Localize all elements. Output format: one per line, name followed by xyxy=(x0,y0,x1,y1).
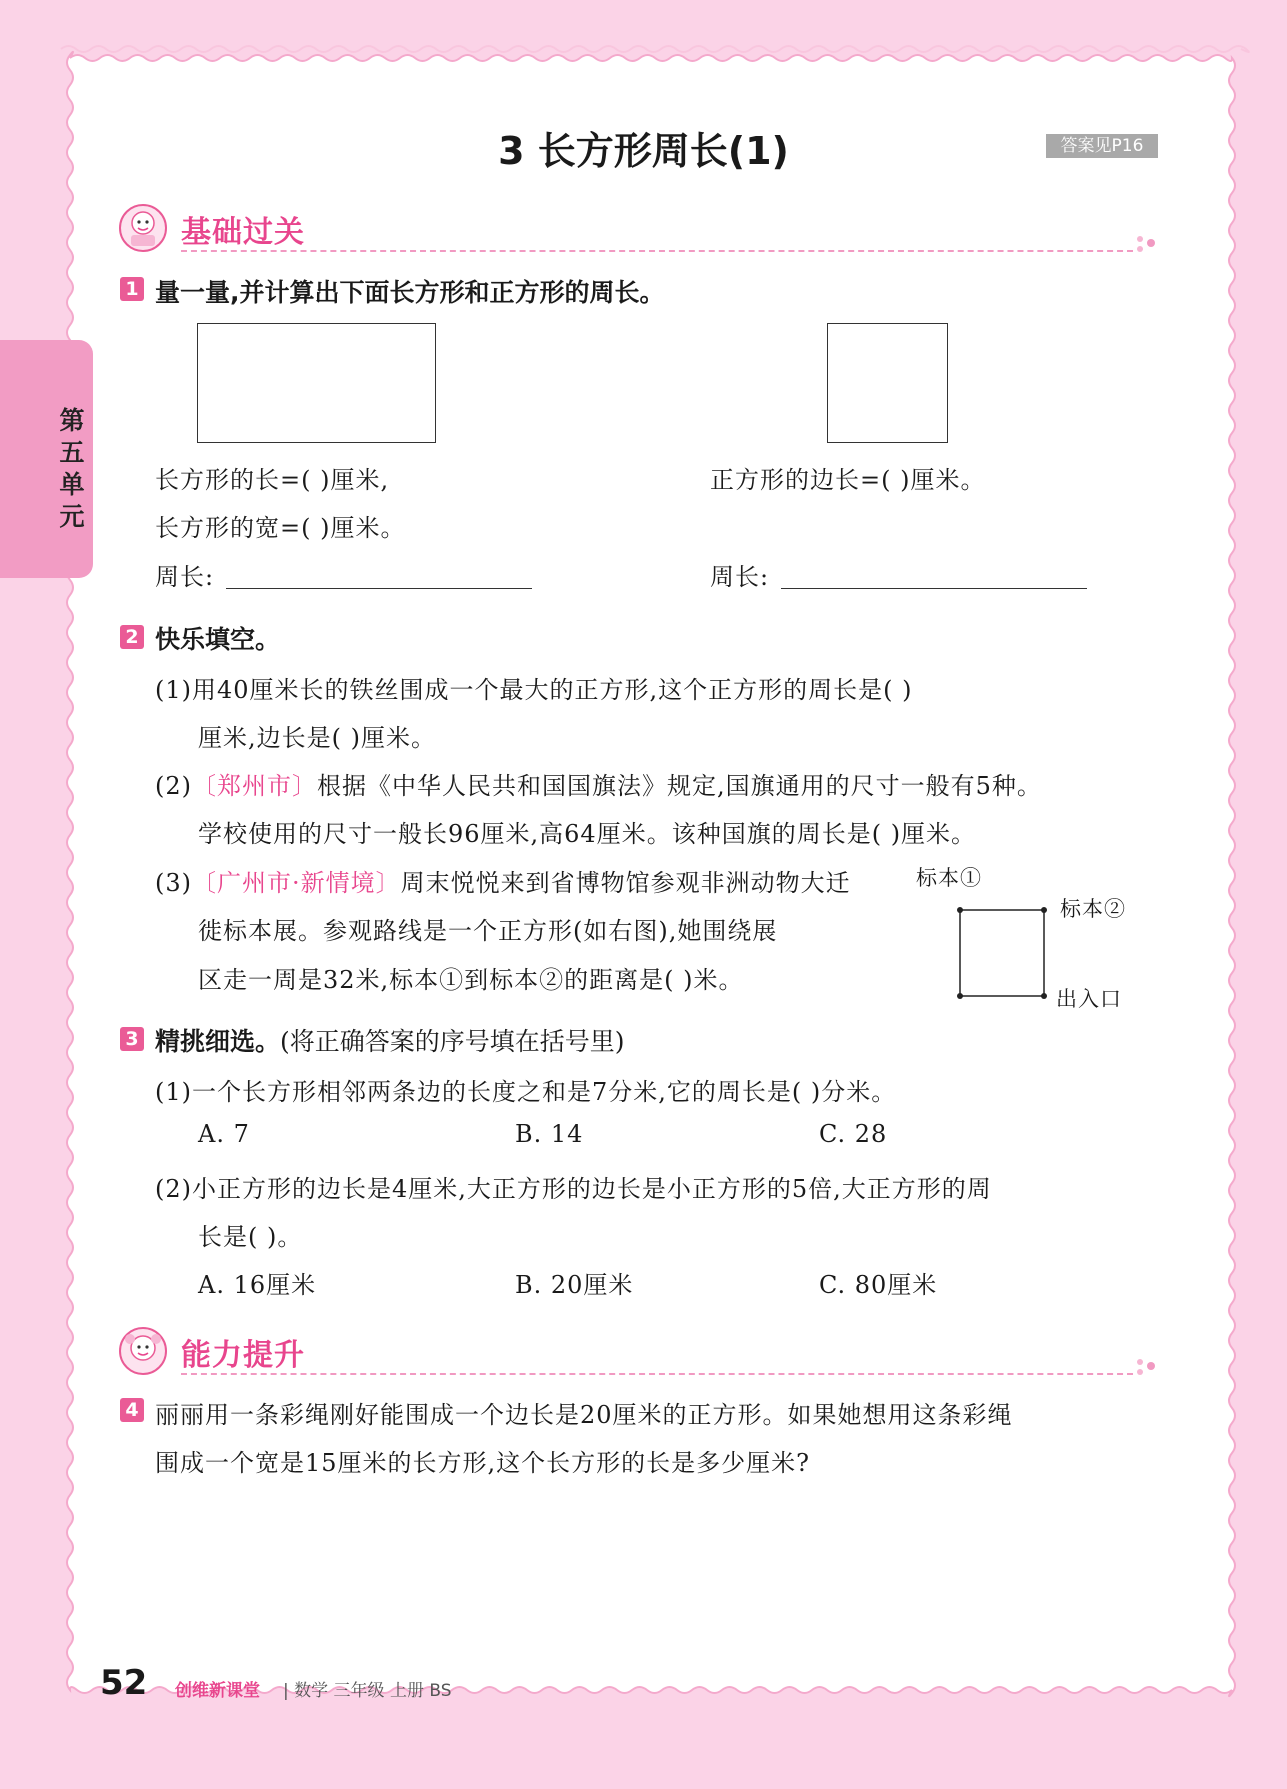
dots-ornament-icon xyxy=(1133,234,1159,254)
answer-reference-badge: 答案见P16 xyxy=(1046,134,1158,158)
q2-part2-line1: (2)〔郑州市〕根据《中华人民共和国国旗法》规定,国旗通用的尺寸一般有5种。 xyxy=(155,772,1042,800)
museum-route-square-figure xyxy=(950,900,1060,1004)
region-tag: 〔郑州市〕 xyxy=(192,772,317,800)
square-side-blank[interactable]: 正方形的边长=( )厘米。 xyxy=(710,466,986,494)
section-divider xyxy=(181,1373,1133,1375)
q2-part1-line1: (1)用40厘米长的铁丝围成一个最大的正方形,这个正方形的周长是( ) xyxy=(155,676,913,704)
question-3-text: 精挑细选。(将正确答案的序号填在括号里) xyxy=(155,1027,625,1056)
entrance-label: 出入口 xyxy=(1056,987,1122,1011)
question-number-badge: 3 xyxy=(120,1027,144,1051)
specimen-1-label: 标本① xyxy=(916,866,982,890)
question-4-line2: 围成一个宽是15厘米的长方形,这个长方形的长是多少厘米? xyxy=(155,1449,811,1477)
section-title-advanced: 能力提升 xyxy=(181,1338,305,1373)
square-perimeter-answer-line[interactable] xyxy=(781,588,1087,589)
option-b[interactable]: B. 14 xyxy=(515,1120,584,1148)
option-b[interactable]: B. 20厘米 xyxy=(515,1271,634,1299)
section-title-basic: 基础过关 xyxy=(181,215,305,250)
option-c[interactable]: C. 28 xyxy=(819,1120,888,1148)
q2-part2-line2: 学校使用的尺寸一般长96厘米,高64厘米。该种国旗的周长是( )厘米。 xyxy=(198,820,977,848)
q2-part1-line2: 厘米,边长是( )厘米。 xyxy=(198,724,436,752)
q3-part2-line1: (2)小正方形的边长是4厘米,大正方形的边长是小正方形的5倍,大正方形的周 xyxy=(155,1175,992,1203)
square-figure xyxy=(827,323,948,443)
rectangle-length-blank[interactable]: 长方形的长=( )厘米, xyxy=(155,466,390,494)
question-number-badge: 1 xyxy=(120,277,144,301)
unit-side-tab-label: 第 五 单 元 xyxy=(59,406,85,531)
footer-brand: 创维新课堂 xyxy=(175,1681,260,1701)
square-perimeter-label: 周长: xyxy=(710,563,770,591)
specimen-2-label: 标本② xyxy=(1060,897,1126,921)
q2-part3-line2: 徙标本展。参观路线是一个正方形(如右图),她围绕展 xyxy=(198,917,778,945)
q2-part3-line1: (3)〔广州市·新情境〕周末悦悦来到省博物馆参观非洲动物大迁 xyxy=(155,869,851,897)
footer-book-info: | 数学 三年级 上册 BS xyxy=(283,1681,452,1701)
option-a[interactable]: A. 16厘米 xyxy=(198,1271,317,1299)
lesson-title: 3 长方形周长(1) xyxy=(498,129,789,173)
dots-ornament-icon xyxy=(1133,1357,1159,1377)
rectangle-width-blank[interactable]: 长方形的宽=( )厘米。 xyxy=(155,514,406,542)
page-number: 52 xyxy=(100,1663,148,1703)
question-4-line1: 丽丽用一条彩绳刚好能围成一个边长是20厘米的正方形。如果她想用这条彩绳 xyxy=(155,1401,1013,1429)
q2-part3-line3: 区走一周是32米,标本①到标本②的距离是( )米。 xyxy=(198,966,744,994)
question-1-text: 量一量,并计算出下面长方形和正方形的周长。 xyxy=(155,278,665,307)
option-c[interactable]: C. 80厘米 xyxy=(819,1271,938,1299)
question-number-badge: 2 xyxy=(120,625,144,649)
section-divider xyxy=(181,250,1133,252)
mascot-icon xyxy=(116,1326,170,1376)
question-3-note: (将正确答案的序号填在括号里) xyxy=(280,1027,625,1056)
rectangle-perimeter-label: 周长: xyxy=(155,563,215,591)
q3-part1-text: (1)一个长方形相邻两条边的长度之和是7分米,它的周长是( )分米。 xyxy=(155,1078,897,1106)
question-2-text: 快乐填空。 xyxy=(155,625,281,654)
q3-part2-line2: 长是( )。 xyxy=(198,1223,303,1251)
rectangle-figure xyxy=(197,323,436,443)
option-a[interactable]: A. 7 xyxy=(198,1120,250,1148)
question-number-badge: 4 xyxy=(120,1398,144,1422)
region-tag: 〔广州市·新情境〕 xyxy=(192,869,401,897)
rectangle-perimeter-answer-line[interactable] xyxy=(226,588,532,589)
mascot-icon xyxy=(116,203,170,253)
